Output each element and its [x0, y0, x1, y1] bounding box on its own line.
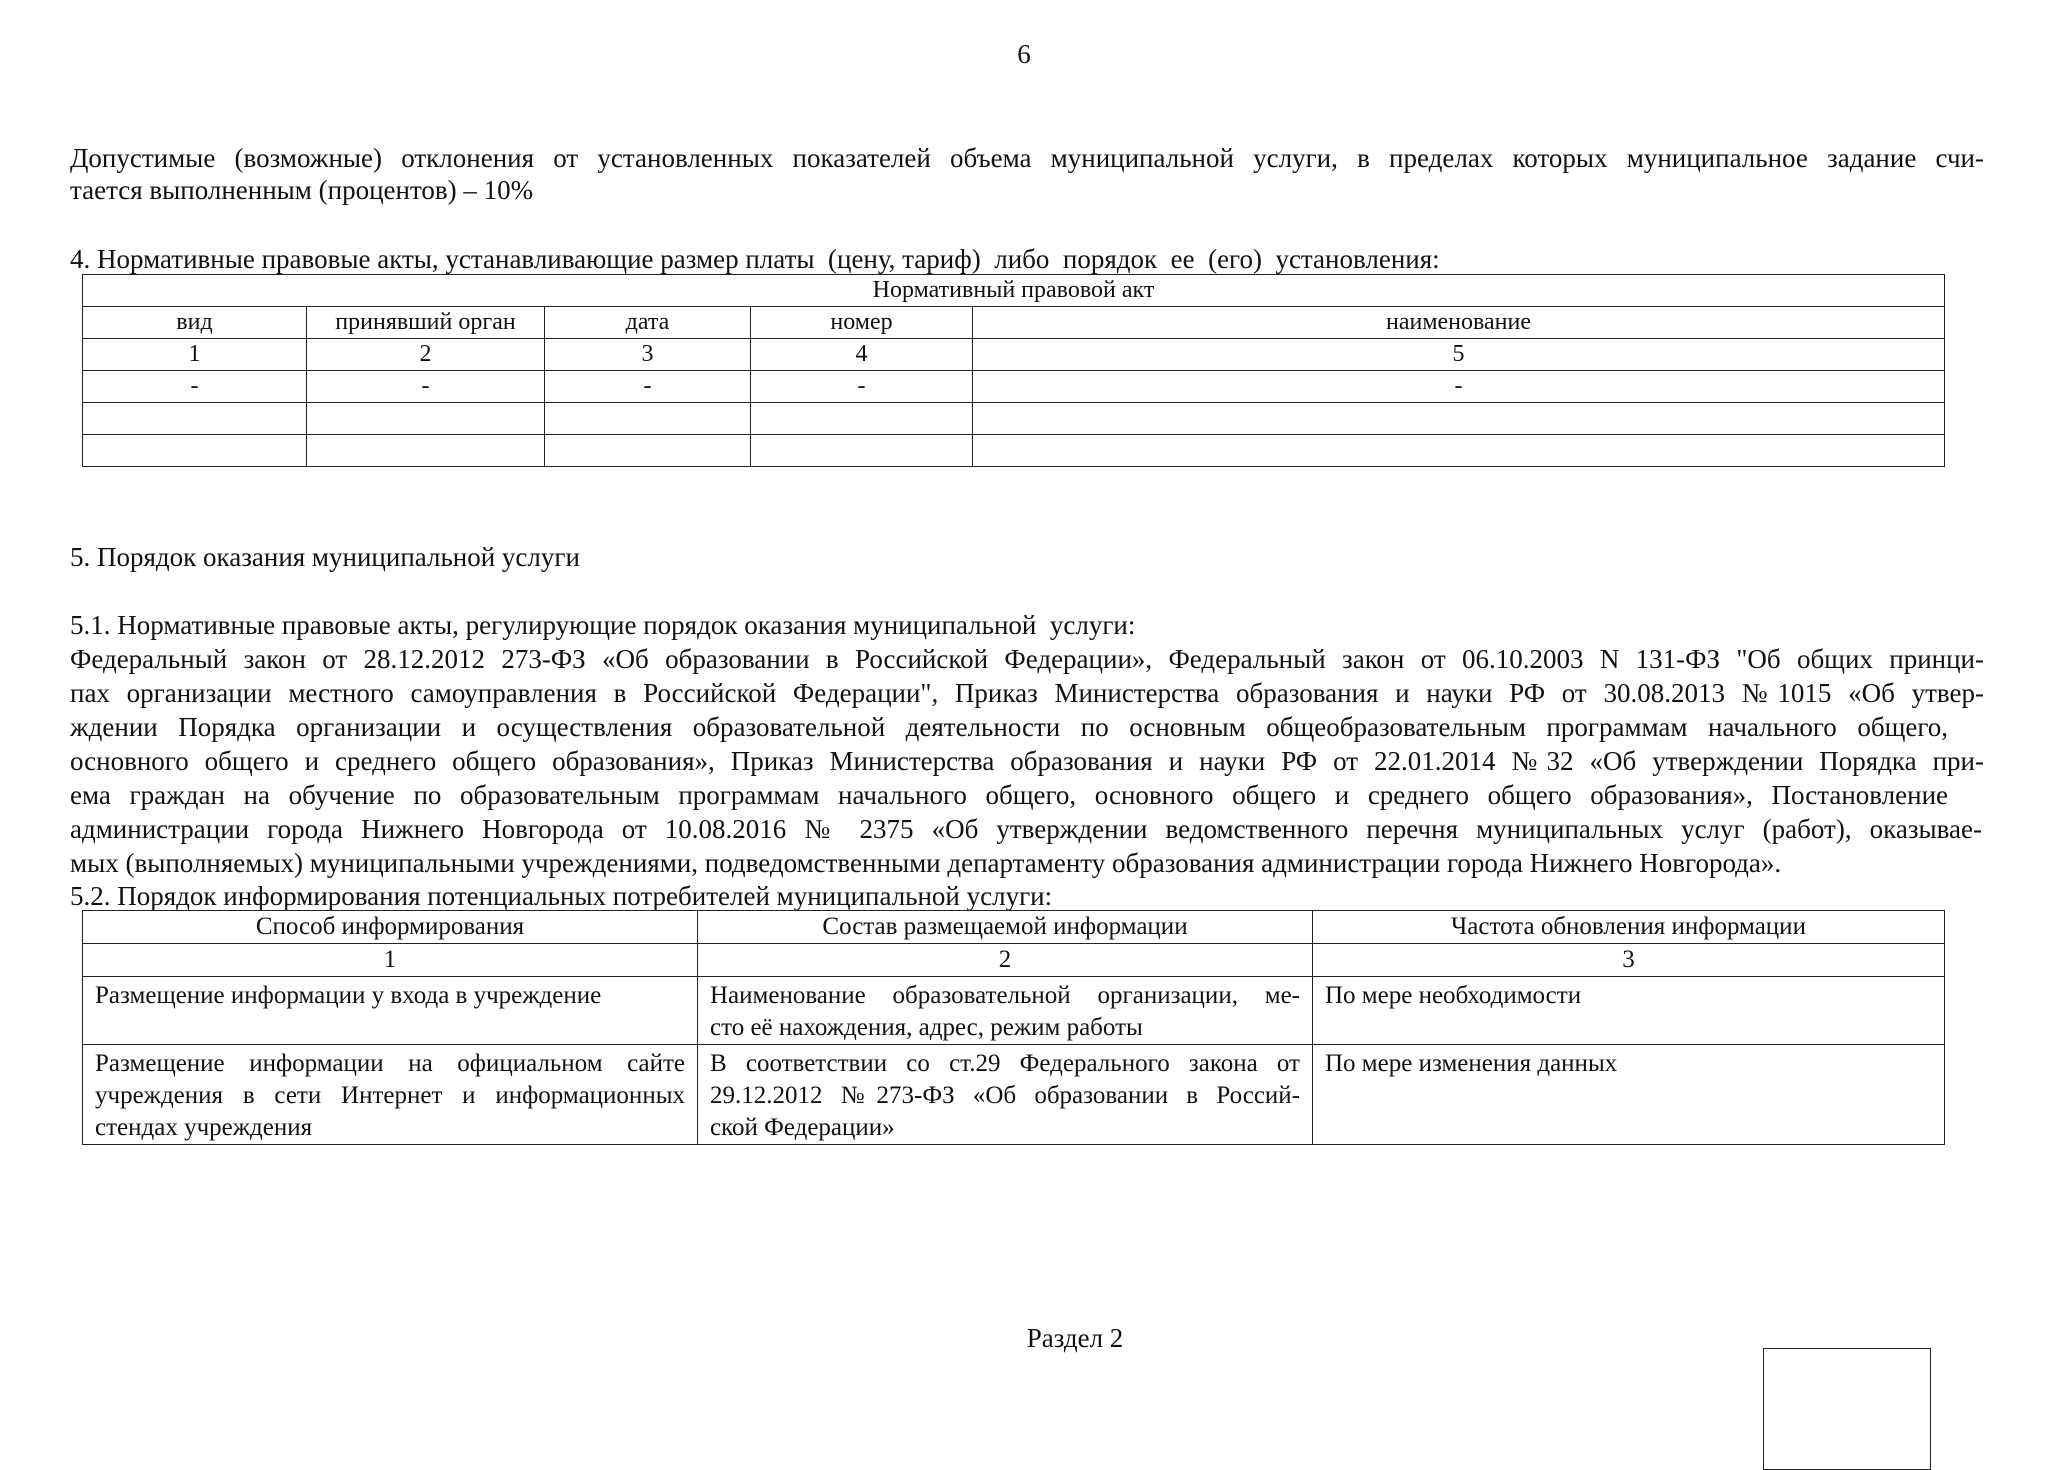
section51-line: Федеральный закон от 28.12.2012 273-ФЗ «Об образовании в Российской Федерации», Федеральный закон от 06.10.2003 N 131-ФЗ "Об общих принци-	[70, 644, 1984, 674]
table-row	[83, 1045, 1945, 1145]
frequency-cell	[1313, 977, 1945, 1045]
section4-heading: 4. Нормативные правовые акты, устанавливающие размер платы (цену, тариф) либо порядок ее (его) установления:	[70, 244, 1440, 274]
legal-acts-table	[82, 274, 1945, 467]
column-number: 1	[83, 339, 307, 371]
table-row	[83, 435, 1945, 467]
section51-line: основного общего и среднего общего образования», Приказ Министерства образования и науки РФ от 22.01.2014 №32 «Об утверждении Порядка при-	[70, 746, 1984, 776]
method-text: учреждения в сети Интернет и информационных	[95, 1082, 685, 1109]
column-number: 1	[83, 944, 698, 977]
deviation-line-2: тается выполненным (процентов) – 10%	[70, 175, 534, 205]
section51-line: ждении Порядка организации и осуществления образовательной деятельности по основным общеобразовательным программам начального общего,	[70, 712, 1948, 742]
table-cell	[751, 403, 973, 435]
table-cell	[83, 435, 307, 467]
column-number: 2	[307, 339, 545, 371]
table-row	[83, 977, 1945, 1045]
table-cell: -	[545, 371, 751, 403]
column-number: 5	[973, 339, 1945, 371]
content-cell	[698, 977, 1313, 1045]
column-number: 3	[1313, 944, 1945, 977]
table-cell: -	[307, 371, 545, 403]
table-cell	[751, 435, 973, 467]
content-cell	[698, 1045, 1313, 1145]
frequency-cell	[1313, 1045, 1945, 1145]
method-cell	[83, 977, 698, 1045]
table-row	[83, 371, 1945, 403]
method-cell	[83, 1045, 698, 1145]
content-text: сто её нахождения, адрес, режим работы	[710, 1014, 1143, 1041]
table-cell: -	[83, 371, 307, 403]
section51-line: пах организации местного самоуправления в Российской Федерации", Приказ Министерства образования и науки РФ от 30.08.2013 №1015 «Об утвер-	[70, 678, 1984, 708]
method-text: Размещение информации на официальном сайте	[95, 1050, 685, 1077]
section51-line: ема граждан на обучение по образовательным программам начального общего, основного общего и среднего общего образования», Постановление	[70, 780, 1948, 810]
table-cell: -	[973, 371, 1945, 403]
table-cell	[545, 435, 751, 467]
section51-heading: 5.1. Нормативные правовые акты, регулирующие порядок оказания муниципальной услуги:	[70, 610, 1136, 640]
table-group-header: Нормативный правовой акт	[83, 275, 1945, 307]
content-text: ской Федерации»	[710, 1114, 895, 1141]
table-cell	[307, 403, 545, 435]
table-row	[83, 403, 1945, 435]
section51-line: мых (выполняемых) муниципальными учреждениями, подведомственными департаменту образования администрации города Нижнего Новгорода».	[70, 848, 1782, 878]
informing-table	[82, 910, 1945, 1145]
section2-title: Раздел 2	[1026, 1323, 1124, 1353]
column-number: 2	[698, 944, 1313, 977]
column-header: Состав размещаемой информации	[698, 911, 1313, 944]
column-number: 4	[751, 339, 973, 371]
table-cell	[973, 435, 1945, 467]
method-text: стендах учреждения	[95, 1114, 313, 1141]
table-cell	[83, 403, 307, 435]
empty-box	[1763, 1348, 1931, 1470]
content-text: 29.12.2012 №273-ФЗ «Об образовании в Россий-	[710, 1082, 1300, 1109]
page-number: 6	[1017, 39, 1031, 69]
frequency-text: По мере изменения данных	[1325, 1050, 1618, 1077]
column-header: наименование	[973, 307, 1945, 339]
table-cell	[973, 403, 1945, 435]
section52-heading: 5.2. Порядок информирования потенциальных потребителей муниципальной услуги:	[70, 881, 1053, 911]
column-header: вид	[83, 307, 307, 339]
column-number: 3	[545, 339, 751, 371]
column-header: номер	[751, 307, 973, 339]
column-header: Частота обновления информации	[1313, 911, 1945, 944]
deviation-line-1: Допустимые (возможные) отклонения от установленных показателей объема муниципальной услуги, в пределах которых муниципальное задание счи-	[70, 143, 1984, 173]
column-header: Способ информирования	[83, 911, 698, 944]
table-cell	[545, 403, 751, 435]
table-cell: -	[751, 371, 973, 403]
table-cell	[307, 435, 545, 467]
frequency-text: По мере необходимости	[1325, 982, 1582, 1009]
method-text: Размещение информации у входа в учреждение	[95, 982, 602, 1009]
content-text: Наименование образовательной организации, ме-	[710, 982, 1300, 1009]
column-header: принявший орган	[307, 307, 545, 339]
column-header: дата	[545, 307, 751, 339]
section51-line: администрации города Нижнего Новгорода от 10.08.2016 № 2375 «Об утверждении ведомственного перечня муниципальных услуг (работ), оказывае-	[70, 814, 1982, 844]
section5-heading: 5. Порядок оказания муниципальной услуги	[70, 542, 580, 572]
content-text: В соответствии со ст.29 Федерального закона от	[710, 1050, 1300, 1077]
